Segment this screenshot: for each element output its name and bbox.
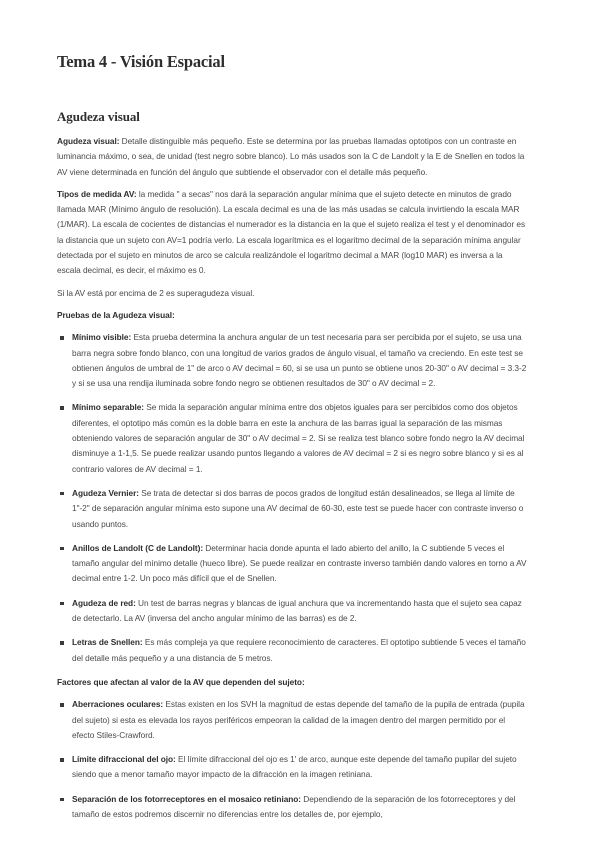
item-text: Dependiendo de la separación de los fotorreceptores y del tamaño de estos podremos discernir no diferencias entre los detalles de, por ejemplo, <box>72 793 516 819</box>
list-item <box>57 752 528 783</box>
bullet-icon <box>60 492 64 496</box>
item-label: Mínimo separable: <box>72 402 144 413</box>
bullet-icon <box>60 641 64 645</box>
list-item <box>57 596 528 627</box>
list-item <box>57 400 528 476</box>
item-text: Un test de barras negras y blancas de igual anchura que va incrementando hasta que el sujeto sea capaz de detectarlo. La AV (inversa del ancho angular mínimo de las barras) es de 2. <box>72 597 522 624</box>
list-item <box>57 792 528 823</box>
paragraph-label: Agudeza visual: <box>57 136 120 146</box>
factors-list <box>57 697 528 822</box>
factors-heading: Factores que afectan al valor de la AV que dependen del sujeto: <box>57 676 305 687</box>
item-label: Anillos de Landolt (C de Landolt): <box>72 542 204 553</box>
item-label: Letras de Snellen: <box>72 637 143 648</box>
item-text: Estas existen en los SVH la magnitud de estas depende del tamaño de la pupila de entrada (pupila del sujeto) si esta es elevada los rayos periféricos empeoran la calidad de la imagen dentro del margen permitido por el efecto Stiles-Crawford. <box>72 699 525 740</box>
item-label: Agudeza de red: <box>72 597 136 608</box>
paragraph-text: la medida " a secas" nos dará la separación angular mínima que el sujeto detecte en minutos de grado llamada MAR (Mínimo ángulo de resolución). La escala decimal es una de las más usadas se calcula invirtiendo la escala MAR (1/MAR). La escala de cocientes de distancias el numerador es la distancia en la que el sujeto realiza el test y el denominador es la distancia que un sujeto con AV=1 podría verlo. La escala logarítmica es el logaritmo decimal de la separación mínima angular detectada por el sujeto en minutos de arco se calcula realizándole el logaritmo decimal a MAR (log10 MAR) es inversa a la escala decimal, es decir, el máximo es 0. <box>57 188 526 276</box>
item-label: Agudeza Vernier: <box>72 487 139 498</box>
document-title: Tema 4 - Visión Espacial <box>57 52 225 71</box>
item-text: Determinar hacia donde apunta el lado abierto del anillo, la C subtiende 5 veces el tamaño angular del mínimo detalle (hueco libre). Se puede realizar en contraste inverso también dando valores en torno a AV decimal entre 1-2. Un poco más difícil que el de Snellen. <box>72 542 527 584</box>
list-item <box>57 697 528 743</box>
section-title: Agudeza visual <box>57 109 140 124</box>
tests-list <box>57 330 528 666</box>
item-label: Aberraciones oculares: <box>72 699 164 710</box>
bullet-icon <box>60 798 64 802</box>
item-label: Límite difraccional del ojo: <box>72 754 176 765</box>
list-item <box>57 486 528 532</box>
bullet-icon <box>60 406 64 410</box>
item-label: Separación de los fotorreceptores en el mosaico retiniano: <box>72 793 302 804</box>
item-text: Esta prueba determina la anchura angular de un test necesaria para ser percibida por el sujeto, se usa una barra negra sobre fondo blanco, con una longitud de varios grados de ángulo visual, el tamaño va creciendo. En este test se obtienen ángulos de umbral de 1" de arco o AV decimal = 60, si se usa un punto se obtiene unos 20-30" o AV decimal = 3.3-2 y si se usa una rendija iluminada sobre fondo negro se obtienen resultados de 30" o AV decimal = 2. <box>72 332 527 389</box>
item-label: Mínimo visible: <box>72 332 132 343</box>
tests-heading: Pruebas de la Agudeza visual: <box>57 309 175 320</box>
bullet-icon <box>60 703 64 707</box>
bullet-icon <box>60 602 64 606</box>
item-text: Se trata de detectar si dos barras de pocos grados de longitud están desalineados, se llega al límite de 1"-2" de separación angular mínima esto supone una AV decimal de 60-30, este test se puede hacer con contraste inverso o usando puntos. <box>72 487 524 529</box>
item-text: Se mida la separación angular mínima entre dos objetos iguales para ser percibidos como dos objetos diferentes, el optotipo más común es la doble barra en este la anchura de las barras igual la separación de las mismas obteniendo valores de separación angular de 30" o AV decimal = 2. Si se realiza test blanco sobre fondo negro la AV decimal disminuye a 1-1,5. Se puede realizar usando puntos llegando a valores de AV decimal = 2 si es negro sobre blanco y si es al contrario valores de AV decimal = 1. <box>72 402 525 474</box>
item-text: El límite difraccional del ojo es 1' de arco, aunque este depende del tamaño pupilar del sujeto siendo que a menor tamaño mayor impacto de la difracción en la imagen retiniana. <box>72 754 517 780</box>
list-item <box>57 541 528 587</box>
list-item <box>57 330 528 391</box>
bullet-icon <box>60 336 64 340</box>
item-text: Es más compleja ya que requiere reconocimiento de caracteres. El optotipo subtiende 5 veces el tamaño del detalle más pequeño y a una distancia de 5 metros. <box>72 637 526 663</box>
paragraph-label: Tipos de medida AV: <box>57 188 137 199</box>
list-item <box>57 635 528 666</box>
paragraph-tipos-medida <box>57 187 528 279</box>
paragraph-superagudeza: Si la AV está por encima de 2 es superagudeza visual. <box>57 287 255 298</box>
bullet-icon <box>60 547 64 551</box>
paragraph-agudeza-visual <box>57 134 528 180</box>
paragraph-text: Detalle distinguible más pequeño. Este se determina por las pruebas llamadas optotipos con un contraste en luminancia máximo, o sea, de unidad (test negro sobre blanco). Lo más usados son la C de Landolt y la E de Snellen en todos la AV viene determinada en función del ángulo que subtiende el observador con el detalle más pequeño. <box>57 136 525 177</box>
bullet-icon <box>60 758 64 762</box>
